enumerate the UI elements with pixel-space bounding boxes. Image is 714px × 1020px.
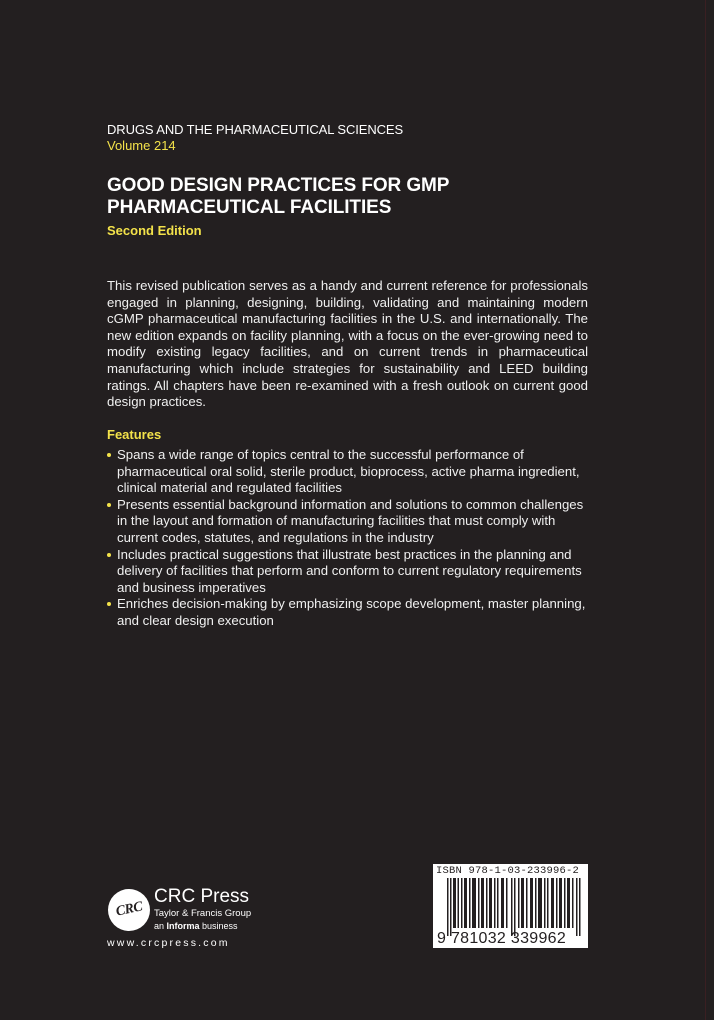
series-volume: Volume 214 bbox=[107, 138, 176, 153]
bullet-icon bbox=[107, 453, 111, 457]
book-title-line: PHARMACEUTICAL FACILITIES bbox=[107, 197, 392, 218]
feature-item bbox=[107, 497, 587, 547]
publisher-informa bbox=[154, 921, 238, 932]
feature-item bbox=[107, 447, 587, 497]
crc-logo-icon bbox=[108, 889, 150, 931]
features-heading: Features bbox=[107, 427, 162, 442]
book-description: This revised publication serves as a handy and current reference for professionals engaged in planning, designing, building, validating and maintaining modern cGMP pharmaceutical manufacturing facilities in the U.S. and internationally. The new edition expands on facility planning, with a focus on the ever-growing need to modify existing legacy facilities, and on current trends in pharmaceutical manufacturing which include strategies for sustainability and LEED building ratings. All chapters have been re-examined with a fresh outlook on current good design practices. bbox=[107, 278, 588, 410]
informa-suffix: business bbox=[199, 921, 238, 931]
crc-logo-text: CRC bbox=[114, 899, 144, 920]
features-list bbox=[107, 447, 587, 630]
bullet-icon bbox=[107, 602, 111, 606]
cover-edge-line bbox=[705, 0, 706, 1020]
feature-text: Presents essential background information and solutions to common challenges in the layout and formation of manufacturing facilities that must comply with current codes, statutes, and regulations in the industry bbox=[117, 496, 584, 545]
book-title-line: GOOD DESIGN PRACTICES FOR GMP bbox=[107, 175, 450, 196]
book-edition: Second Edition bbox=[107, 223, 202, 238]
publisher-block bbox=[106, 886, 276, 954]
feature-item bbox=[107, 596, 587, 629]
feature-item bbox=[107, 547, 587, 597]
book-title bbox=[107, 175, 449, 219]
publisher-name: CRC Press bbox=[154, 886, 250, 907]
informa-brand: Informa bbox=[166, 921, 200, 931]
feature-text: Enriches decision-making by emphasizing scope development, master planning, and clear design execution bbox=[117, 596, 586, 628]
bullet-icon bbox=[107, 553, 111, 557]
isbn-barcode bbox=[433, 864, 588, 948]
feature-text: Includes practical suggestions that illustrate best practices in the planning and delivery of facilities that perform and conform to current regulatory requirements and business imperatives bbox=[117, 546, 582, 595]
bullet-icon bbox=[107, 503, 111, 507]
publisher-group: Taylor & Francis Group bbox=[154, 908, 252, 919]
isbn-label: ISBN 978-1-03-233996-2 bbox=[436, 865, 580, 877]
barcode-digits: 9 781032 339962 bbox=[437, 930, 567, 947]
feature-text: Spans a wide range of topics central to the successful performance of pharmaceutical oral solid, sterile product, bioprocess, active pharma ingredient, clinical material and regulated facilities bbox=[117, 447, 580, 496]
informa-prefix: an bbox=[154, 921, 167, 931]
publisher-url: www.crcpress.com bbox=[107, 937, 230, 949]
barcode-icon bbox=[447, 878, 585, 936]
series-name: DRUGS AND THE PHARMACEUTICAL SCIENCES bbox=[107, 122, 404, 137]
